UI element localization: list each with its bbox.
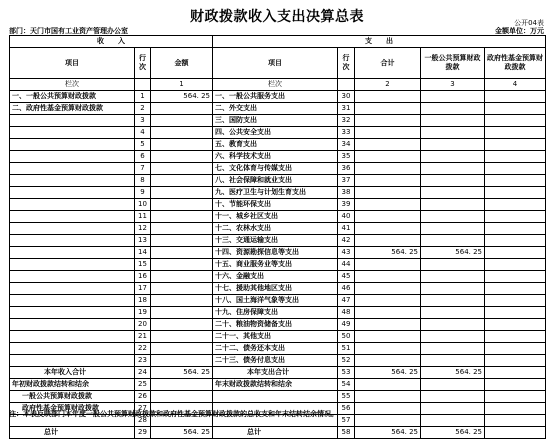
expense-line-no-cell: 49 (338, 319, 355, 331)
general-budget-cell (421, 223, 485, 235)
total-cell (355, 283, 421, 295)
table-row (10, 307, 546, 319)
table-row (10, 151, 546, 163)
total-cell (355, 271, 421, 283)
expense-line-no-cell: 38 (338, 187, 355, 199)
expense-line-no-cell: 44 (338, 259, 355, 271)
gov-fund-cell (485, 187, 546, 199)
gov-fund-cell (485, 283, 546, 295)
general-budget-cell (421, 115, 485, 127)
gov-fund-cell (485, 319, 546, 331)
income-line-no-cell: 27 (135, 403, 151, 415)
income-item-cell (10, 199, 135, 211)
gov-fund-cell (485, 379, 546, 391)
total-cell (355, 223, 421, 235)
gov-fund-cell (485, 391, 546, 403)
total-cell (355, 307, 421, 319)
table-row (10, 127, 546, 139)
gov-fund-cell (485, 151, 546, 163)
income-line-no-cell: 23 (135, 355, 151, 367)
total-cell (355, 115, 421, 127)
expense-item-cell: 九、医疗卫生与计划生育支出 (213, 187, 338, 199)
income-line-no-cell: 6 (135, 151, 151, 163)
expense-line-no-cell: 54 (338, 379, 355, 391)
gov-fund-cell (485, 139, 546, 151)
general-budget-cell (421, 307, 485, 319)
income-item-header: 项目 (10, 48, 135, 79)
expense-item-cell: 十五、商业服务业等支出 (213, 259, 338, 271)
income-amount-cell (151, 235, 213, 247)
expense-line-no-cell: 35 (338, 151, 355, 163)
income-line-no-cell: 8 (135, 175, 151, 187)
general-budget-cell (421, 319, 485, 331)
income-item-cell (10, 343, 135, 355)
expense-item-cell: 十三、交通运输支出 (213, 235, 338, 247)
table-row (10, 115, 546, 127)
expense-line-no-cell: 50 (338, 331, 355, 343)
income-item-cell: 政府性基金预算财政拨款 (10, 403, 135, 415)
general-budget-cell (421, 91, 485, 103)
expense-item-cell: 十八、国土海洋气象等支出 (213, 295, 338, 307)
total-cell (355, 163, 421, 175)
expense-item-cell: 十六、金融支出 (213, 271, 338, 283)
gov-fund-cell (485, 295, 546, 307)
general-budget-header: 一般公共预算财政拨款 (421, 48, 485, 79)
income-line-no-cell: 4 (135, 127, 151, 139)
table-row (10, 103, 546, 115)
expense-item-cell: 二十一、其他支出 (213, 331, 338, 343)
total-cell (355, 331, 421, 343)
expense-item-header: 项目 (213, 48, 338, 79)
general-budget-cell (421, 151, 485, 163)
expense-line-no-cell: 43 (338, 247, 355, 259)
table-row (10, 427, 546, 439)
table-row (10, 271, 546, 283)
table-row (10, 319, 546, 331)
income-item-cell (10, 235, 135, 247)
gov-fund-cell (485, 355, 546, 367)
income-line-no-cell: 1 (135, 91, 151, 103)
income-amount-cell (151, 355, 213, 367)
table-row (10, 163, 546, 175)
income-line-no-cell: 13 (135, 235, 151, 247)
income-item-cell (10, 139, 135, 151)
general-budget-cell (421, 391, 485, 403)
expense-line-no-cell: 46 (338, 283, 355, 295)
income-item-cell (10, 175, 135, 187)
expense-item-cell: 四、公共安全支出 (213, 127, 338, 139)
expense-line-no-cell: 51 (338, 343, 355, 355)
table-row (10, 355, 546, 367)
income-item-cell (10, 151, 135, 163)
income-amount-cell: 564. 25 (151, 427, 213, 439)
report-title: 财政拨款收入支出决算总表 (190, 9, 364, 25)
income-line-no-cell: 22 (135, 343, 151, 355)
gov-fund-cell (485, 247, 546, 259)
total-cell (355, 235, 421, 247)
expense-line-no-cell: 39 (338, 199, 355, 211)
col-label-income: 栏次 (10, 79, 135, 91)
general-budget-cell (421, 175, 485, 187)
footnote: 注：本表反映部门本年度一般公共预算财政拨款和政府性基金预算财政拨款的总收支和年末结转结余情况。 (9, 410, 338, 418)
income-item-cell: 本年收入合计 (10, 367, 135, 379)
total-cell (355, 403, 421, 415)
total-cell (355, 91, 421, 103)
income-item-cell (10, 319, 135, 331)
income-item-cell (10, 211, 135, 223)
gov-fund-cell (485, 427, 546, 439)
general-budget-cell: 564. 25 (421, 427, 485, 439)
table-row (10, 391, 546, 403)
fiscal-summary-table (9, 35, 546, 439)
total-cell: 564. 25 (355, 367, 421, 379)
general-budget-cell (421, 283, 485, 295)
general-budget-cell (421, 403, 485, 415)
income-line-no-cell: 20 (135, 319, 151, 331)
income-line-no-cell: 21 (135, 331, 151, 343)
income-line-no-cell: 15 (135, 259, 151, 271)
general-budget-cell (421, 139, 485, 151)
total-cell (355, 103, 421, 115)
expense-item-cell: 十一、城乡社区支出 (213, 211, 338, 223)
general-budget-cell: 564. 25 (421, 367, 485, 379)
gov-fund-cell (485, 199, 546, 211)
total-cell (355, 199, 421, 211)
total-cell (355, 319, 421, 331)
table-row (10, 295, 546, 307)
income-item-cell (10, 187, 135, 199)
income-item-cell (10, 355, 135, 367)
expense-line-no-cell: 37 (338, 175, 355, 187)
expense-item-cell: 年末财政拨款结转和结余 (213, 379, 338, 391)
income-item-cell (10, 283, 135, 295)
general-budget-cell (421, 271, 485, 283)
expense-line-no-cell: 42 (338, 235, 355, 247)
expense-item-cell: 三、国防支出 (213, 115, 338, 127)
expense-section-header: 支 出 (213, 36, 546, 48)
income-amount-cell (151, 175, 213, 187)
income-line-no-cell: 5 (135, 139, 151, 151)
col-index-3: 3 (421, 79, 485, 91)
gov-fund-cell (485, 127, 546, 139)
total-cell (355, 151, 421, 163)
income-line-no-cell: 25 (135, 379, 151, 391)
income-item-cell (10, 331, 135, 343)
income-amount-cell (151, 127, 213, 139)
expense-line-no-cell: 52 (338, 355, 355, 367)
income-amount-cell (151, 331, 213, 343)
total-cell (355, 139, 421, 151)
total-cell: 564. 25 (355, 427, 421, 439)
income-amount-cell (151, 163, 213, 175)
table-row (10, 187, 546, 199)
section-header-row (10, 36, 546, 48)
gov-fund-cell (485, 175, 546, 187)
col-index-1: 1 (151, 79, 213, 91)
income-line-no-cell: 24 (135, 367, 151, 379)
total-cell (355, 379, 421, 391)
income-amount-cell (151, 319, 213, 331)
general-budget-cell (421, 343, 485, 355)
general-budget-cell (421, 199, 485, 211)
income-line-no-header: 行次 (135, 48, 151, 79)
expense-line-no-cell: 55 (338, 391, 355, 403)
expense-item-cell: 二十二、债务还本支出 (213, 343, 338, 355)
income-line-no-cell: 9 (135, 187, 151, 199)
table-row (10, 91, 546, 103)
expense-item-cell: 十七、援助其他地区支出 (213, 283, 338, 295)
unit-label: 金额单位：万元 (495, 27, 544, 35)
col-label-expense: 栏次 (213, 79, 338, 91)
income-amount-cell (151, 199, 213, 211)
income-item-cell: 一般公共预算财政拨款 (10, 391, 135, 403)
expense-line-no-cell: 33 (338, 127, 355, 139)
col-index-2: 2 (355, 79, 421, 91)
income-amount-cell (151, 139, 213, 151)
income-item-cell (10, 127, 135, 139)
total-cell (355, 343, 421, 355)
total-cell (355, 211, 421, 223)
expense-line-no-cell: 34 (338, 139, 355, 151)
general-budget-cell (421, 211, 485, 223)
table-row (10, 283, 546, 295)
general-budget-cell (421, 259, 485, 271)
expense-item-cell: 二十、粮油物资储备支出 (213, 319, 338, 331)
income-item-cell (10, 247, 135, 259)
total-cell (355, 175, 421, 187)
general-budget-cell (421, 103, 485, 115)
general-budget-cell (421, 163, 485, 175)
income-item-cell (10, 307, 135, 319)
income-line-no-cell: 29 (135, 427, 151, 439)
income-item-cell (10, 223, 135, 235)
column-index-row (10, 79, 546, 91)
gov-fund-cell (485, 343, 546, 355)
income-amount-cell: 564. 25 (151, 367, 213, 379)
income-line-no-cell: 14 (135, 247, 151, 259)
income-item-cell (10, 115, 135, 127)
income-line-no-cell: 18 (135, 295, 151, 307)
income-item-cell: 年初财政拨款结转和结余 (10, 379, 135, 391)
table-row (10, 331, 546, 343)
income-amount-cell (151, 103, 213, 115)
gov-fund-cell (485, 307, 546, 319)
table-row (10, 367, 546, 379)
expense-item-cell: 六、科学技术支出 (213, 151, 338, 163)
expense-item-cell: 二十三、债务付息支出 (213, 355, 338, 367)
expense-item-cell: 本年支出合计 (213, 367, 338, 379)
income-item-cell: 总计 (10, 427, 135, 439)
expense-item-cell: 八、社会保障和就业支出 (213, 175, 338, 187)
income-amount-cell (151, 343, 213, 355)
total-header: 合计 (355, 48, 421, 79)
expense-line-no-cell: 47 (338, 295, 355, 307)
income-amount-cell (151, 259, 213, 271)
income-amount-cell (151, 151, 213, 163)
table-row (10, 235, 546, 247)
gov-fund-cell (485, 91, 546, 103)
income-amount-cell (151, 295, 213, 307)
expense-line-no-cell: 40 (338, 211, 355, 223)
income-line-no-cell: 7 (135, 163, 151, 175)
table-row (10, 223, 546, 235)
gov-fund-cell (485, 223, 546, 235)
income-section-header: 收 入 (10, 36, 213, 48)
total-cell (355, 295, 421, 307)
expense-line-no-cell: 31 (338, 103, 355, 115)
income-amount-cell (151, 187, 213, 199)
expense-line-no-cell: 30 (338, 91, 355, 103)
general-budget-cell: 564. 25 (421, 247, 485, 259)
income-item-cell (10, 295, 135, 307)
gov-fund-cell (485, 367, 546, 379)
expense-item-cell: 二、外交支出 (213, 103, 338, 115)
gov-fund-cell (485, 403, 546, 415)
income-amount-cell (151, 307, 213, 319)
expense-item-cell: 总计 (213, 427, 338, 439)
total-cell (355, 187, 421, 199)
income-amount-cell (151, 211, 213, 223)
general-budget-cell (421, 331, 485, 343)
general-budget-cell (421, 355, 485, 367)
income-item-cell: 一、一般公共预算财政拨款 (10, 91, 135, 103)
expense-item-cell: 十四、资源勘探信息等支出 (213, 247, 338, 259)
general-budget-cell (421, 295, 485, 307)
total-cell (355, 259, 421, 271)
expense-line-no-cell: 32 (338, 115, 355, 127)
gov-fund-cell (485, 103, 546, 115)
income-amount-cell (151, 391, 213, 403)
table-row (10, 247, 546, 259)
table-row (10, 175, 546, 187)
total-cell (355, 127, 421, 139)
table-row (10, 343, 546, 355)
expense-line-no-cell: 48 (338, 307, 355, 319)
expense-line-no-cell: 57 (338, 415, 355, 427)
income-item-cell: 二、政府性基金预算财政拨款 (10, 103, 135, 115)
expense-item-cell: 七、文化体育与传媒支出 (213, 163, 338, 175)
expense-line-no-cell: 53 (338, 367, 355, 379)
expense-item-cell: 五、教育支出 (213, 139, 338, 151)
expense-item-cell: 十、节能环保支出 (213, 199, 338, 211)
general-budget-cell (421, 187, 485, 199)
gov-fund-cell (485, 259, 546, 271)
income-line-no-cell: 17 (135, 283, 151, 295)
gov-fund-header: 政府性基金预算财政拨款 (485, 48, 546, 79)
expense-item-cell: 十二、农林水支出 (213, 223, 338, 235)
total-cell (355, 355, 421, 367)
table-row (10, 139, 546, 151)
income-amount-header: 金额 (151, 48, 213, 79)
income-line-no-cell: 28 (135, 415, 151, 427)
income-line-no-cell: 2 (135, 103, 151, 115)
expense-item-cell: 一、一般公共服务支出 (213, 91, 338, 103)
expense-line-no-cell: 56 (338, 403, 355, 415)
general-budget-cell (421, 127, 485, 139)
income-amount-cell (151, 223, 213, 235)
column-header-row (10, 48, 546, 79)
gov-fund-cell (485, 211, 546, 223)
income-line-no-cell: 11 (135, 211, 151, 223)
expense-line-no-cell: 36 (338, 163, 355, 175)
income-line-no-cell: 3 (135, 115, 151, 127)
col-index-empty (338, 79, 355, 91)
income-line-no-cell: 16 (135, 271, 151, 283)
income-amount-cell (151, 115, 213, 127)
income-amount-cell (151, 379, 213, 391)
gov-fund-cell (485, 115, 546, 127)
income-line-no-cell: 12 (135, 223, 151, 235)
col-index-empty (135, 79, 151, 91)
income-amount-cell (151, 271, 213, 283)
table-row (10, 199, 546, 211)
table-row (10, 259, 546, 271)
table-row (10, 211, 546, 223)
income-item-cell (10, 271, 135, 283)
gov-fund-cell (485, 163, 546, 175)
income-amount-cell (151, 283, 213, 295)
expense-item-cell: 十九、住房保障支出 (213, 307, 338, 319)
general-budget-cell (421, 379, 485, 391)
income-line-no-cell: 10 (135, 199, 151, 211)
income-item-cell (10, 259, 135, 271)
gov-fund-cell (485, 331, 546, 343)
form-code: 公开04表 (514, 19, 544, 27)
col-index-4: 4 (485, 79, 546, 91)
expense-line-no-header: 行次 (338, 48, 355, 79)
expense-line-no-cell: 41 (338, 223, 355, 235)
gov-fund-cell (485, 235, 546, 247)
income-amount-cell: 564. 25 (151, 91, 213, 103)
table-row (10, 379, 546, 391)
expense-item-cell (213, 391, 338, 403)
expense-line-no-cell: 45 (338, 271, 355, 283)
expense-line-no-cell: 58 (338, 427, 355, 439)
income-line-no-cell: 19 (135, 307, 151, 319)
gov-fund-cell (485, 271, 546, 283)
total-cell (355, 391, 421, 403)
general-budget-cell (421, 235, 485, 247)
department-label: 部门：天门市国有工业资产管理办公室 (9, 27, 128, 35)
income-amount-cell (151, 247, 213, 259)
income-line-no-cell: 26 (135, 391, 151, 403)
income-item-cell (10, 163, 135, 175)
total-cell: 564. 25 (355, 247, 421, 259)
